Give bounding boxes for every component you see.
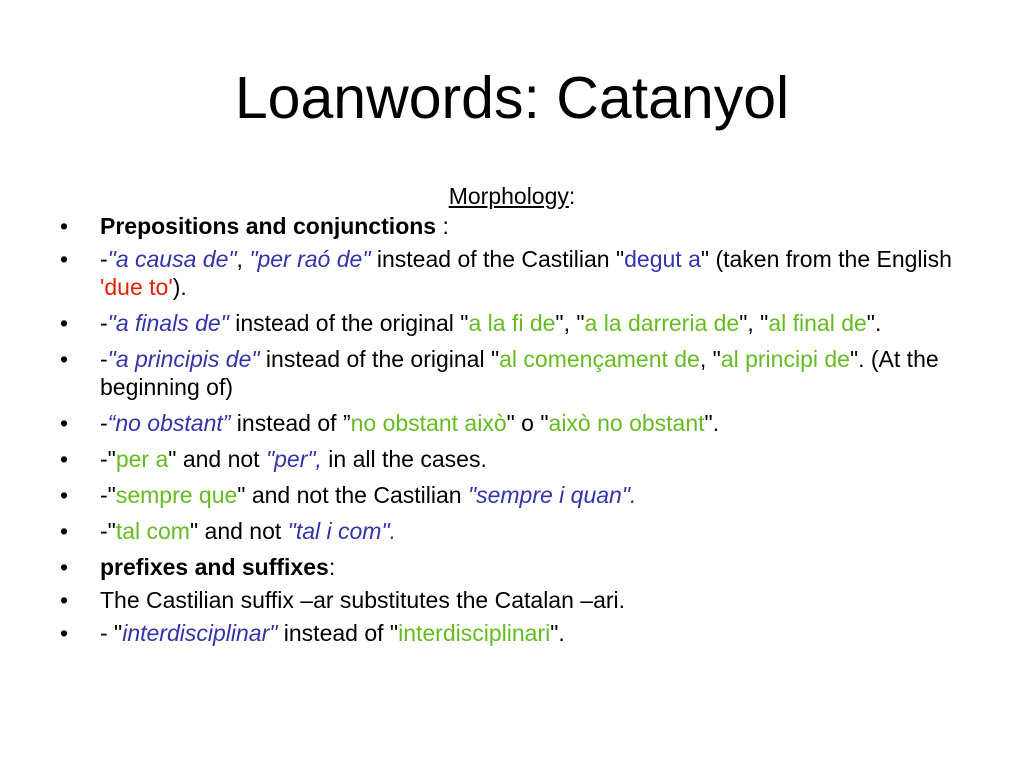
item-text: instead of ” <box>230 410 351 436</box>
bullet-icon: • <box>60 213 69 239</box>
bullet-icon: • <box>60 410 69 436</box>
item-text: instead of the original " <box>259 346 500 372</box>
bullet-icon: • <box>60 310 69 336</box>
list-item <box>56 553 976 581</box>
original-term: això no obstant <box>548 410 705 436</box>
castilian-term: "sempre i quan". <box>467 482 637 508</box>
item-text: ". <box>550 620 565 646</box>
item-text: , <box>236 246 250 272</box>
bullet-icon: • <box>60 246 69 272</box>
original-term: al principi de <box>720 346 850 372</box>
original-term: sempre que <box>115 482 238 508</box>
list-item <box>56 445 976 473</box>
bullet-icon: • <box>60 518 69 544</box>
original-term: a la darreria de <box>584 310 740 336</box>
original-term: a la fi de <box>468 310 556 336</box>
item-text: - <box>100 310 108 336</box>
item-text: in all the cases. <box>321 446 487 472</box>
item-text: ". (At the beginning of) <box>100 346 939 400</box>
list-item <box>56 345 976 401</box>
item-text: " and not <box>168 446 266 472</box>
bullet-icon: • <box>60 482 69 508</box>
list-item <box>56 586 976 614</box>
item-heading: prefixes and suffixes <box>100 554 329 580</box>
item-text: -" <box>100 482 116 508</box>
list-item <box>56 309 976 337</box>
section-heading-colon: : <box>568 183 576 209</box>
original-term: no obstant això <box>350 410 507 436</box>
original-term: interdisciplinari <box>398 620 551 646</box>
catalan-loan-term: "per raó de" <box>249 246 371 272</box>
original-term: al començament de <box>499 346 700 372</box>
list-item <box>56 517 976 545</box>
item-text: instead of the original " <box>228 310 469 336</box>
original-term: al final de <box>768 310 867 336</box>
loan-term: "per", <box>265 446 322 472</box>
castilian-term: degut a <box>624 246 701 272</box>
section-heading <box>0 180 1024 212</box>
list-item <box>56 245 976 301</box>
item-text: ". <box>704 410 720 436</box>
item-heading: Prepositions and conjunctions <box>100 213 437 239</box>
bullet-icon: • <box>60 620 69 646</box>
english-term: 'due to' <box>100 274 173 300</box>
catalan-loan-term: "a principis de" <box>107 346 260 372</box>
item-text: " and not the Castilian <box>237 482 468 508</box>
catalan-loan-term: “no obstant” <box>107 410 231 436</box>
item-text: instead of the Castilian " <box>370 246 625 272</box>
item-text: ", " <box>739 310 769 336</box>
bullet-icon: • <box>60 587 69 613</box>
loan-term: interdisciplinar" <box>122 620 278 646</box>
catalan-loan-term: "a finals de" <box>107 310 229 336</box>
item-text: - <box>100 410 108 436</box>
original-term: per a <box>115 446 169 472</box>
item-text: : <box>436 213 449 239</box>
item-text: " and not <box>189 518 288 544</box>
list-item <box>56 619 976 647</box>
item-text: -" <box>100 518 116 544</box>
list-item <box>56 212 976 240</box>
loan-term: "tal i com". <box>287 518 397 544</box>
item-text: ", " <box>555 310 585 336</box>
bullet-list <box>56 212 976 655</box>
item-text: : <box>328 554 336 580</box>
item-text: , " <box>699 346 721 372</box>
item-text: The Castilian suffix –ar substitutes the Catalan –ari. <box>100 587 626 613</box>
bullet-icon: • <box>60 346 69 372</box>
item-text: instead of " <box>277 620 399 646</box>
original-term: tal com <box>115 518 190 544</box>
item-text: -" <box>100 446 116 472</box>
item-text: - " <box>100 620 123 646</box>
item-text: ). <box>172 274 187 300</box>
item-text: - <box>100 346 108 372</box>
bullet-icon: • <box>60 554 69 580</box>
list-item <box>56 409 976 437</box>
item-text: ". <box>866 310 882 336</box>
item-text: " o " <box>506 410 549 436</box>
item-text: " (taken from the English <box>700 246 952 272</box>
catalan-loan-term: "a causa de" <box>107 246 237 272</box>
list-item <box>56 481 976 509</box>
bullet-icon: • <box>60 446 69 472</box>
section-heading-label: Morphology <box>448 183 569 209</box>
slide-title: Loanwords: Catanyol <box>234 65 790 131</box>
item-text: - <box>100 246 108 272</box>
